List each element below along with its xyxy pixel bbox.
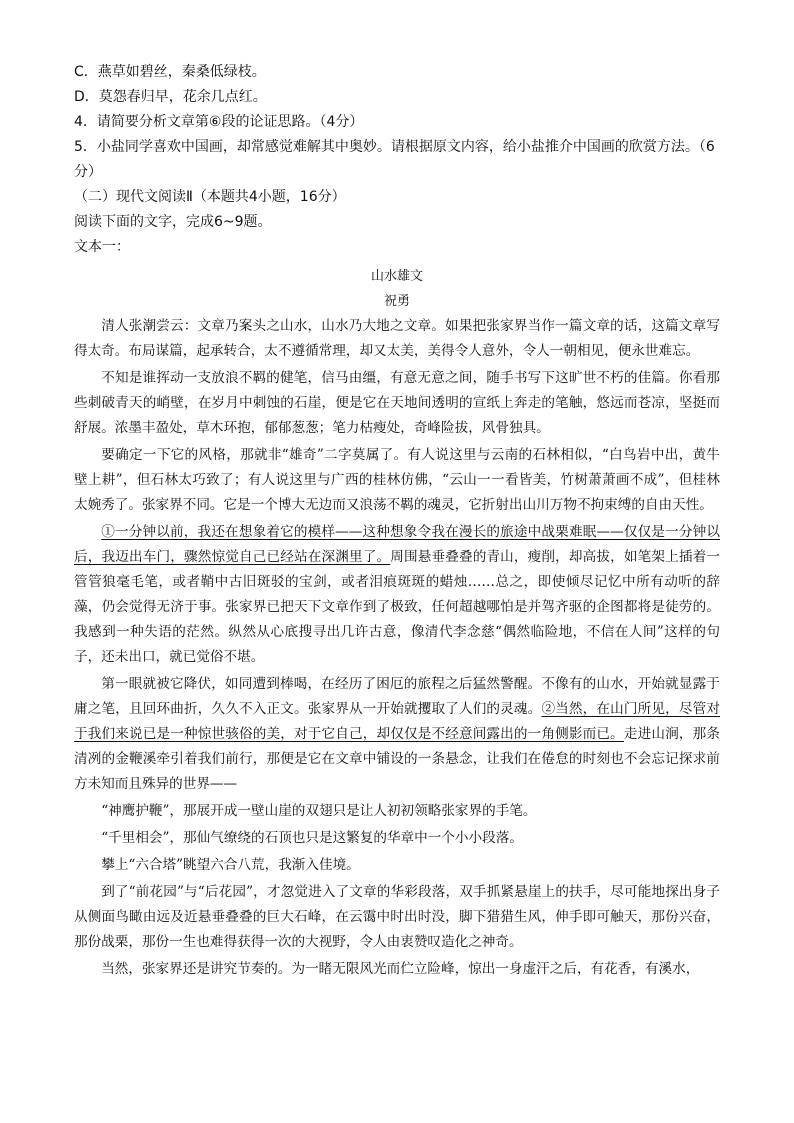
paragraph-5 bbox=[74, 672, 720, 797]
paragraph-10: 当然，张家界还是讲究节奏的。为一睹无限风光而伫立险峰，惊出一身虚汗之后，有花香，有溪水， bbox=[101, 961, 700, 977]
paragraph-5-end: 走进山涧，那条清冽的金鞭溪牵引着我们前行，那便是它在文章中铺设的一条悬念，让我们在倦怠的时刻也不会忘记探求前方未知而且殊异的世界—— bbox=[74, 726, 721, 792]
option-d: D．莫怨春归早，花余几点红。 bbox=[74, 89, 267, 105]
paragraph-8: 攀上“六合塔”眺望六合八荒，我渐入佳境。 bbox=[101, 857, 360, 873]
document-page bbox=[74, 60, 720, 982]
reading-instruction: 阅读下面的文字，完成6~9题。 bbox=[74, 214, 272, 230]
option-c: C．燕草如碧丝，秦桑低绿枝。 bbox=[74, 64, 266, 80]
article-title: 山水雄文 bbox=[370, 269, 423, 284]
paragraph-7: “千里相会”，那仙气缭绕的石顶也只是这繁复的华章中一个小小段落。 bbox=[101, 830, 523, 846]
paragraph-9: 到了“前花园”与“后花园”，才忽觉进入了文章的华彩段落，双手抓紧悬崖上的扶手，尽可能地探出身子从侧面鸟瞰由远及近悬垂叠叠的巨大石峰，在云霭中时出时没，脚下猎猎生风，伸手即可触天，那份兴奋，那份战栗，那份一生也难得获得一次的大视野，令人由衷赞叹造化之神奇。 bbox=[74, 884, 720, 950]
section-heading: （二）现代文阅读Ⅱ（本题共4小题，16分） bbox=[74, 189, 346, 205]
paragraph-6: “神鹰护鞭”，那展开成一壁山崖的双翅只是让人初初领略张家界的手笔。 bbox=[101, 803, 537, 819]
text-label: 文本一： bbox=[74, 239, 130, 255]
underlined-sentence-2: ②当然，在山门所见，尽管对于我们来说已是一种惊世骇俗的美，对于它自己，却仅仅是不经意间露出的一角侧影而已。 bbox=[74, 701, 721, 742]
paragraph-4 bbox=[74, 520, 720, 670]
paragraph-2: 不知是谁挥动一支放浪不羁的健笔，信马由缰，有意无意之间，随手书写下这旷世不朽的佳篇。你看那些刺破青天的峭壁，在岁月中刺蚀的石崖，便是它在天地间透明的宣纸上奔走的笔触，悠远而苍凉，坚挺而舒展。浓墨丰盈处，草木环抱，郁郁葱葱；笔力枯瘦处，奇峰险拔，风骨独具。 bbox=[74, 370, 720, 436]
underlined-sentence-1: ①一分钟以前，我还在想象着它的模样——这种想象令我在漫长的旅途中战栗难眠——仅仅是一分钟以后，我迈出车门，骤然惊觉自己已经站在深渊里了。 bbox=[74, 524, 720, 565]
paragraph-5-start: 第一眼就被它降伏，如同遭到棒喝，在经历了困厄的旅程之后猛然警醒。不像有的山水，开始就显露于庸之笔，且回环曲折，久久不入正文。张家界从一开始就攫取了人们的灵魂。 bbox=[74, 676, 720, 717]
paragraph-3: 要确定一下它的风格，那就非“雄奇”二字莫属了。有人说这里与云南的石林相似，“白鸟岩中出，黄牛壁上耕”，但石林太巧致了；有人说这里与广西的桂林仿佛，“云山一一看皆美，竹树萧萧画不成”，但桂林太婉秀了。张家界不同。它是一个博大无边而又浪荡不羁的魂灵，它折射出山川万物不拘束缚的自由天性。 bbox=[74, 447, 720, 513]
question-5-line1: 5．小盐同学喜欢中国画，却常感觉难解其中奥妙。请根据原文内容，给小盐推介中国画的欣赏方法。（6 bbox=[74, 139, 715, 155]
question-4: 4．请简要分析文章第⑥段的论证思路。（4分） bbox=[74, 114, 364, 130]
paragraph-1: 清人张潮尝云：文章乃案头之山水，山水乃大地之文章。如果把张家界当作一篇文章的话，这篇文章写得太奇。布局谋篇，起承转合，太不遵循常理，却又太美，美得令人意外，令人一朝相见，便永世难忘。 bbox=[74, 318, 720, 359]
question-5-line2: 分） bbox=[74, 164, 102, 180]
paragraph-4-rest: 周围悬垂叠叠的青山，瘦削，却高拔，如笔架上插着一管管狼毫毛笔，或者鞘中古旧斑驳的宝剑，或者泪痕斑斑的蜡烛……总之，即使倾尽记忆中所有动听的辞藻，仍会觉得无济于事。张家界已把天下文章作到了极致，任何超越哪怕是并驾齐驱的企图都将是徒劳的。我感到一种失语的茫然。纵然从心底搜寻出几许古意，像清代李念慈“偶然临险地，不信在人间”这样的句子，还未出口，就已觉俗不堪。 bbox=[74, 549, 720, 665]
article-author: 祝勇 bbox=[383, 294, 410, 309]
